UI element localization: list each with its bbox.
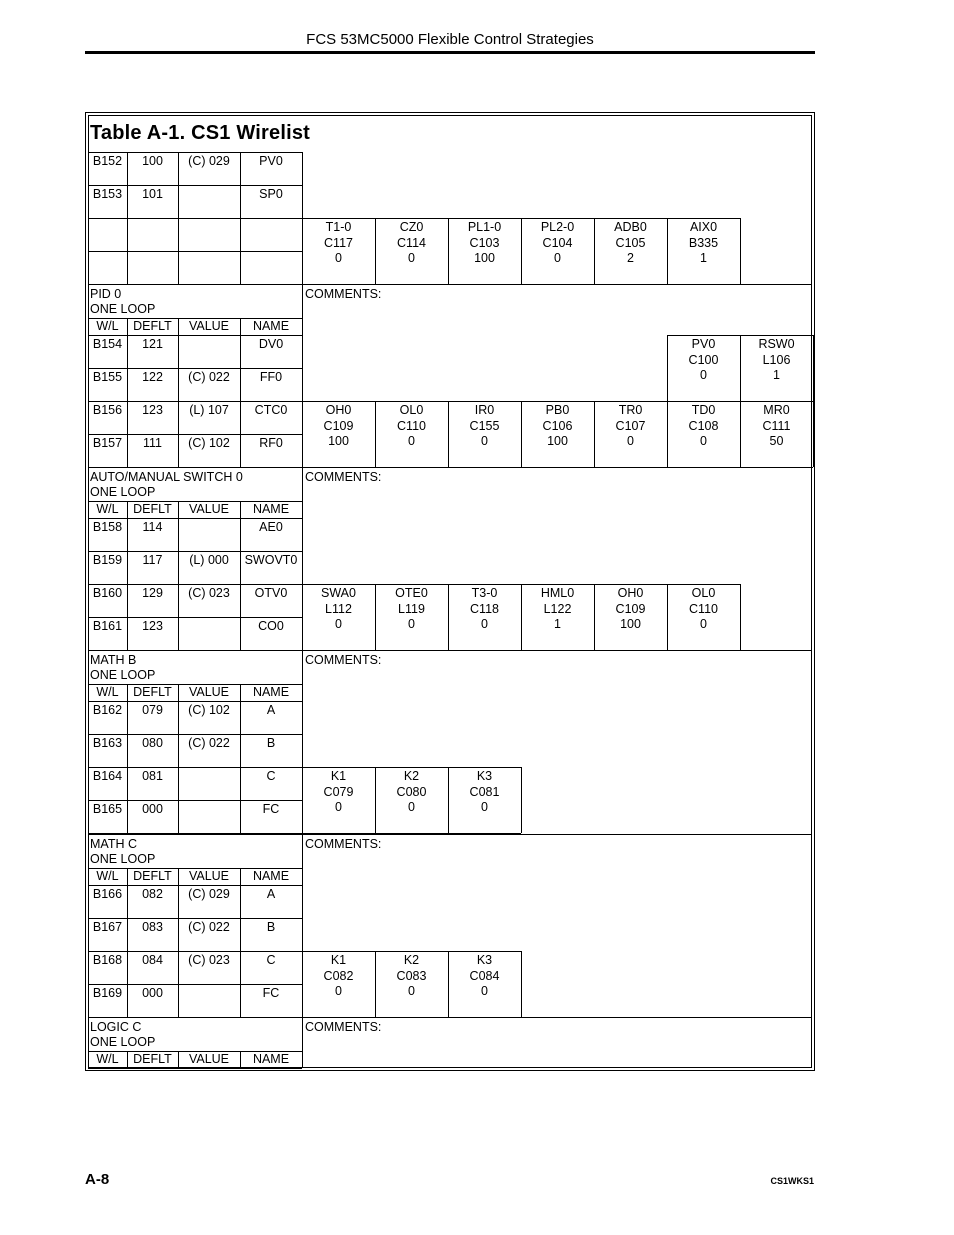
cell-divider (127, 401, 128, 434)
cell-divider (240, 617, 241, 650)
cell-wl: B168 (92, 953, 123, 967)
cell-divider (178, 918, 179, 951)
cell-name: PV0 (259, 154, 283, 168)
cell-wl: B164 (92, 769, 123, 783)
cell-deflt: 121 (142, 337, 163, 351)
cell-divider (240, 335, 241, 368)
cell-divider (127, 800, 128, 833)
section-title: ONE LOOP (90, 302, 156, 316)
cell-divider (240, 984, 241, 1017)
param-cell: OL0 (691, 586, 716, 600)
section-title: AUTO/MANUAL SWITCH 0 (90, 470, 243, 484)
section-title: LOGIC C (90, 1020, 142, 1034)
cell-wl: B156 (92, 403, 123, 417)
param-cell: K2 (403, 769, 420, 783)
colhead-divider (127, 868, 128, 885)
param-cell: K2 (403, 953, 420, 967)
param-cell: 0 (408, 617, 415, 631)
cell-divider (240, 185, 241, 218)
cell-value: (C) 029 (188, 154, 230, 168)
column-header-wl: W/L (96, 502, 119, 516)
row-rule (88, 218, 302, 219)
param-cell: C117 (324, 235, 353, 250)
cell-divider (127, 951, 128, 984)
cell-divider (240, 734, 241, 767)
param-cell: 0 (335, 617, 342, 631)
param-divider (813, 401, 814, 467)
param-cell: C155 (469, 418, 500, 433)
param-cell: 0 (335, 984, 342, 998)
column-header-name: NAME (252, 1052, 290, 1066)
cell-divider (178, 185, 179, 218)
param-divider (813, 335, 814, 401)
cell-wl: B158 (92, 520, 123, 534)
cell-divider (240, 800, 241, 833)
row-rule (88, 800, 302, 801)
cell-divider (127, 185, 128, 218)
cell-divider (178, 734, 179, 767)
cell-divider (240, 701, 241, 734)
param-rule-top (302, 767, 521, 768)
param-cell: 0 (554, 251, 561, 265)
comments-label: COMMENTS: (305, 287, 382, 301)
param-cell: L112 (325, 601, 352, 616)
column-header-deflt: DEFLT (133, 869, 172, 883)
colhead-divider (127, 1051, 128, 1068)
param-cell: C080 (396, 784, 427, 799)
param-cell: 0 (700, 434, 707, 448)
param-cell: HML0 (540, 586, 575, 600)
row-rule (88, 434, 302, 435)
cell-deflt: 083 (142, 920, 163, 934)
cell-wl: B154 (92, 337, 123, 351)
param-cell: C118 (470, 601, 499, 616)
cell-value: (C) 022 (188, 920, 230, 934)
param-cell: L119 (398, 601, 425, 616)
param-divider (740, 218, 741, 284)
row-rule (88, 734, 302, 735)
cell-divider (240, 885, 241, 918)
column-header-value: VALUE (188, 685, 230, 699)
cell-divider (240, 218, 241, 251)
param-cell: C114 (397, 235, 426, 250)
section-rule (88, 284, 812, 285)
param-cell: AIX0 (689, 220, 718, 234)
section-title: MATH C (90, 837, 137, 851)
param-cell: OL0 (399, 403, 424, 417)
cell-divider (127, 518, 128, 551)
cell-divider (127, 551, 128, 584)
cell-divider (240, 518, 241, 551)
cell-divider (178, 434, 179, 467)
colhead-divider (178, 684, 179, 701)
comments-label: COMMENTS: (305, 837, 382, 851)
cell-value: (C) 023 (188, 586, 230, 600)
param-cell: B335 (688, 235, 719, 250)
cell-name: AE0 (259, 520, 283, 534)
column-header-wl: W/L (96, 319, 119, 333)
param-cell: PL1-0 (467, 220, 502, 234)
page-header: FCS 53MC5000 Flexible Control Strategies (306, 31, 594, 48)
colhead-divider (178, 1051, 179, 1068)
row-rule (88, 368, 302, 369)
row-rule (88, 584, 302, 585)
param-cell: OH0 (617, 586, 644, 600)
param-cell: 0 (335, 251, 342, 265)
row-rule (88, 251, 302, 252)
cell-divider (240, 368, 241, 401)
colhead-divider (240, 501, 241, 518)
column-header-value: VALUE (188, 319, 230, 333)
cell-divider (127, 335, 128, 368)
param-divider (521, 951, 522, 1017)
param-cell: C079 (323, 784, 354, 799)
param-cell: 0 (481, 617, 488, 631)
row-rule (88, 951, 302, 952)
colhead-divider (127, 501, 128, 518)
colhead-divider (127, 684, 128, 701)
param-cell: C081 (469, 784, 500, 799)
colhead-divider (178, 501, 179, 518)
cell-divider (178, 701, 179, 734)
param-cell: K3 (476, 953, 493, 967)
param-cell: PB0 (545, 403, 570, 417)
cell-divider (240, 551, 241, 584)
cell-name: SWOVT0 (244, 553, 298, 567)
param-cell: 0 (408, 434, 415, 448)
param-cell: SWA0 (321, 586, 356, 600)
param-cell: MR0 (763, 403, 790, 417)
column-header-value: VALUE (188, 869, 230, 883)
section-title: ONE LOOP (90, 852, 156, 866)
param-cell: C103 (469, 235, 500, 250)
cell-wl: B153 (92, 187, 123, 201)
cell-wl: B167 (92, 920, 123, 934)
param-cell: C105 (615, 235, 646, 250)
cell-name: A (266, 703, 276, 717)
param-cell: K3 (476, 769, 493, 783)
param-cell: IR0 (474, 403, 495, 417)
param-cell: C084 (469, 968, 500, 983)
cell-deflt: 123 (142, 403, 163, 417)
cell-value: (C) 029 (188, 887, 230, 901)
colhead-divider (178, 318, 179, 335)
cell-deflt: 122 (142, 370, 163, 384)
cell-value: (C) 102 (188, 436, 230, 450)
param-cell: TD0 (691, 403, 716, 417)
column-header-name: NAME (252, 502, 290, 516)
cell-divider (178, 551, 179, 584)
cell-divider (178, 984, 179, 1017)
param-cell: 0 (700, 617, 707, 631)
cell-wl: B169 (92, 986, 123, 1000)
param-rule-top (302, 951, 521, 952)
section-rule (88, 834, 812, 835)
colhead-divider (240, 868, 241, 885)
section-title: MATH B (90, 653, 137, 667)
cell-divider (127, 218, 128, 251)
cell-divider (178, 401, 179, 434)
cell-divider (127, 584, 128, 617)
cell-deflt: 101 (142, 187, 163, 201)
param-cell: ADB0 (614, 220, 647, 234)
cell-deflt: 000 (142, 986, 163, 1000)
param-cell: 100 (474, 251, 495, 265)
cell-divider (240, 584, 241, 617)
section-title: PID 0 (90, 287, 122, 301)
param-cell: C110 (397, 418, 426, 433)
cell-divider (127, 767, 128, 800)
cell-name: B (266, 920, 276, 934)
cell-divider (178, 617, 179, 650)
param-cell: OH0 (325, 403, 352, 417)
param-cell: K1 (330, 769, 347, 783)
param-cell: K1 (330, 953, 347, 967)
comments-label: COMMENTS: (305, 470, 382, 484)
colhead-divider (240, 684, 241, 701)
param-cell: C107 (615, 418, 646, 433)
cell-name: FC (262, 802, 280, 816)
column-header-deflt: DEFLT (133, 685, 172, 699)
section-title: ONE LOOP (90, 668, 156, 682)
param-cell: 100 (328, 434, 349, 448)
cell-name: OTV0 (254, 586, 288, 600)
cell-divider (178, 335, 179, 368)
cell-wl: B162 (92, 703, 123, 717)
column-header-deflt: DEFLT (133, 1052, 172, 1066)
section-title: ONE LOOP (90, 1035, 156, 1049)
cell-wl: B166 (92, 887, 123, 901)
param-cell: 0 (335, 800, 342, 814)
column-header-value: VALUE (188, 502, 230, 516)
param-cell: C109 (615, 601, 646, 616)
cell-divider (178, 951, 179, 984)
cell-divider (240, 434, 241, 467)
cell-deflt: 117 (142, 553, 163, 567)
param-cell: 1 (554, 617, 561, 631)
row-rule (88, 617, 302, 618)
cell-wl: B163 (92, 736, 123, 750)
cell-divider (127, 918, 128, 951)
cell-wl: B155 (92, 370, 123, 384)
param-cell: 0 (408, 984, 415, 998)
param-cell: C110 (689, 601, 718, 616)
cell-deflt: 100 (142, 154, 163, 168)
row-rule (88, 401, 302, 402)
row-rule (88, 984, 302, 985)
row-rule (88, 767, 302, 768)
column-header-name: NAME (252, 319, 290, 333)
param-cell: C082 (323, 968, 354, 983)
param-cell: C111 (762, 418, 791, 433)
cell-divider (178, 885, 179, 918)
cell-divider (127, 368, 128, 401)
cell-divider (127, 251, 128, 284)
cell-divider (178, 584, 179, 617)
header-rule (85, 51, 815, 54)
cell-divider (178, 800, 179, 833)
comments-label: COMMENTS: (305, 1020, 382, 1034)
cell-value: (C) 022 (188, 370, 230, 384)
cell-deflt: 079 (142, 703, 163, 717)
cell-name: A (266, 887, 276, 901)
cell-name: DV0 (258, 337, 284, 351)
colhead-rule-bottom (88, 1068, 302, 1069)
cell-deflt: 129 (142, 586, 163, 600)
colhead-divider (240, 1051, 241, 1068)
colhead-rule-bottom (88, 701, 302, 702)
column-header-name: NAME (252, 685, 290, 699)
row-rule (88, 918, 302, 919)
cell-divider (178, 518, 179, 551)
param-cell: T1-0 (325, 220, 352, 234)
cell-deflt: 114 (142, 520, 163, 534)
section-rule (88, 467, 812, 468)
param-cell: PV0 (691, 337, 716, 351)
cell-value: (L) 000 (189, 553, 229, 567)
cell-name: FC (262, 986, 280, 1000)
first-section-rule (88, 152, 302, 153)
param-divider (521, 767, 522, 833)
cell-value: (L) 107 (189, 403, 229, 417)
cell-divider (240, 251, 241, 284)
param-cell: 0 (481, 800, 488, 814)
param-cell: C104 (542, 235, 573, 250)
colhead-rule-bottom (88, 335, 302, 336)
cell-name: C (266, 769, 276, 783)
cell-wl: B160 (92, 586, 123, 600)
cell-divider (127, 617, 128, 650)
column-header-wl: W/L (96, 1052, 119, 1066)
colhead-divider (127, 318, 128, 335)
column-header-value: VALUE (188, 1052, 230, 1066)
section-rule (88, 1017, 812, 1018)
param-cell: TR0 (618, 403, 643, 417)
param-cell: 100 (620, 617, 641, 631)
param-cell: L106 (762, 352, 791, 367)
row-rule (88, 185, 302, 186)
cell-divider (178, 767, 179, 800)
row-rule (88, 551, 302, 552)
param-cell: T3-0 (471, 586, 498, 600)
param-cell: 0 (627, 434, 634, 448)
param-cell: 1 (700, 251, 707, 265)
param-cell: 0 (481, 984, 488, 998)
cell-divider (240, 918, 241, 951)
param-cell: PL2-0 (540, 220, 575, 234)
param-cell: CZ0 (399, 220, 424, 234)
figure-code: CS1WKS1 (770, 1176, 814, 1186)
cell-deflt: 123 (142, 619, 163, 633)
cell-name: RF0 (259, 436, 283, 450)
param-cell: 0 (481, 434, 488, 448)
param-cell: 0 (408, 251, 415, 265)
comments-label: COMMENTS: (305, 653, 382, 667)
cell-name: FF0 (259, 370, 283, 384)
cell-name: CO0 (258, 619, 284, 633)
column-header-name: NAME (252, 869, 290, 883)
param-cell: 50 (769, 434, 784, 448)
table-title: Table A-1. CS1 Wirelist (90, 122, 311, 144)
cell-wl: B159 (92, 553, 123, 567)
column-header-wl: W/L (96, 869, 119, 883)
cell-name: SP0 (259, 187, 283, 201)
cell-divider (240, 152, 241, 185)
column-header-deflt: DEFLT (133, 502, 172, 516)
cell-divider (240, 401, 241, 434)
cell-deflt: 080 (142, 736, 163, 750)
param-cell: 0 (700, 368, 707, 382)
cell-name: B (266, 736, 276, 750)
param-divider (740, 584, 741, 650)
param-cell: L122 (543, 601, 572, 616)
section-rule (88, 650, 812, 651)
cell-divider (178, 218, 179, 251)
cell-divider (240, 951, 241, 984)
cell-value: (C) 023 (188, 953, 230, 967)
param-cell: 0 (408, 800, 415, 814)
section-divider (302, 1017, 303, 1068)
param-cell: C083 (396, 968, 427, 983)
cell-divider (178, 152, 179, 185)
page-number: A-8 (85, 1171, 110, 1188)
cell-value: (C) 102 (188, 703, 230, 717)
column-header-deflt: DEFLT (133, 319, 172, 333)
cell-wl: B157 (92, 436, 123, 450)
cell-name: C (266, 953, 276, 967)
param-cell: C109 (323, 418, 354, 433)
cell-divider (240, 767, 241, 800)
param-cell: OTE0 (395, 586, 428, 600)
cell-wl: B165 (92, 802, 123, 816)
cell-deflt: 082 (142, 887, 163, 901)
cell-value: (C) 022 (188, 736, 230, 750)
param-cell: C100 (688, 352, 719, 367)
section-title: ONE LOOP (90, 485, 156, 499)
param-cell: RSW0 (758, 337, 795, 351)
param-cell: 1 (773, 368, 780, 382)
cell-divider (127, 885, 128, 918)
cell-deflt: 084 (142, 953, 163, 967)
cell-wl: B152 (92, 154, 123, 168)
cell-deflt: 081 (142, 769, 163, 783)
cell-divider (127, 734, 128, 767)
cell-wl: B161 (92, 619, 123, 633)
cell-divider (127, 701, 128, 734)
cell-deflt: 000 (142, 802, 163, 816)
cell-divider (178, 368, 179, 401)
column-header-wl: W/L (96, 685, 119, 699)
cell-divider (127, 152, 128, 185)
cell-name: CTC0 (254, 403, 288, 417)
cell-divider (127, 434, 128, 467)
colhead-rule-bottom (88, 885, 302, 886)
param-cell: 100 (547, 434, 568, 448)
colhead-divider (240, 318, 241, 335)
colhead-rule-bottom (88, 518, 302, 519)
param-cell: C108 (688, 418, 719, 433)
param-cell: 2 (627, 251, 634, 265)
param-rule-top (302, 401, 813, 402)
cell-deflt: 111 (142, 436, 162, 450)
cell-divider (127, 984, 128, 1017)
cell-divider (178, 251, 179, 284)
param-cell: C106 (542, 418, 573, 433)
colhead-divider (178, 868, 179, 885)
